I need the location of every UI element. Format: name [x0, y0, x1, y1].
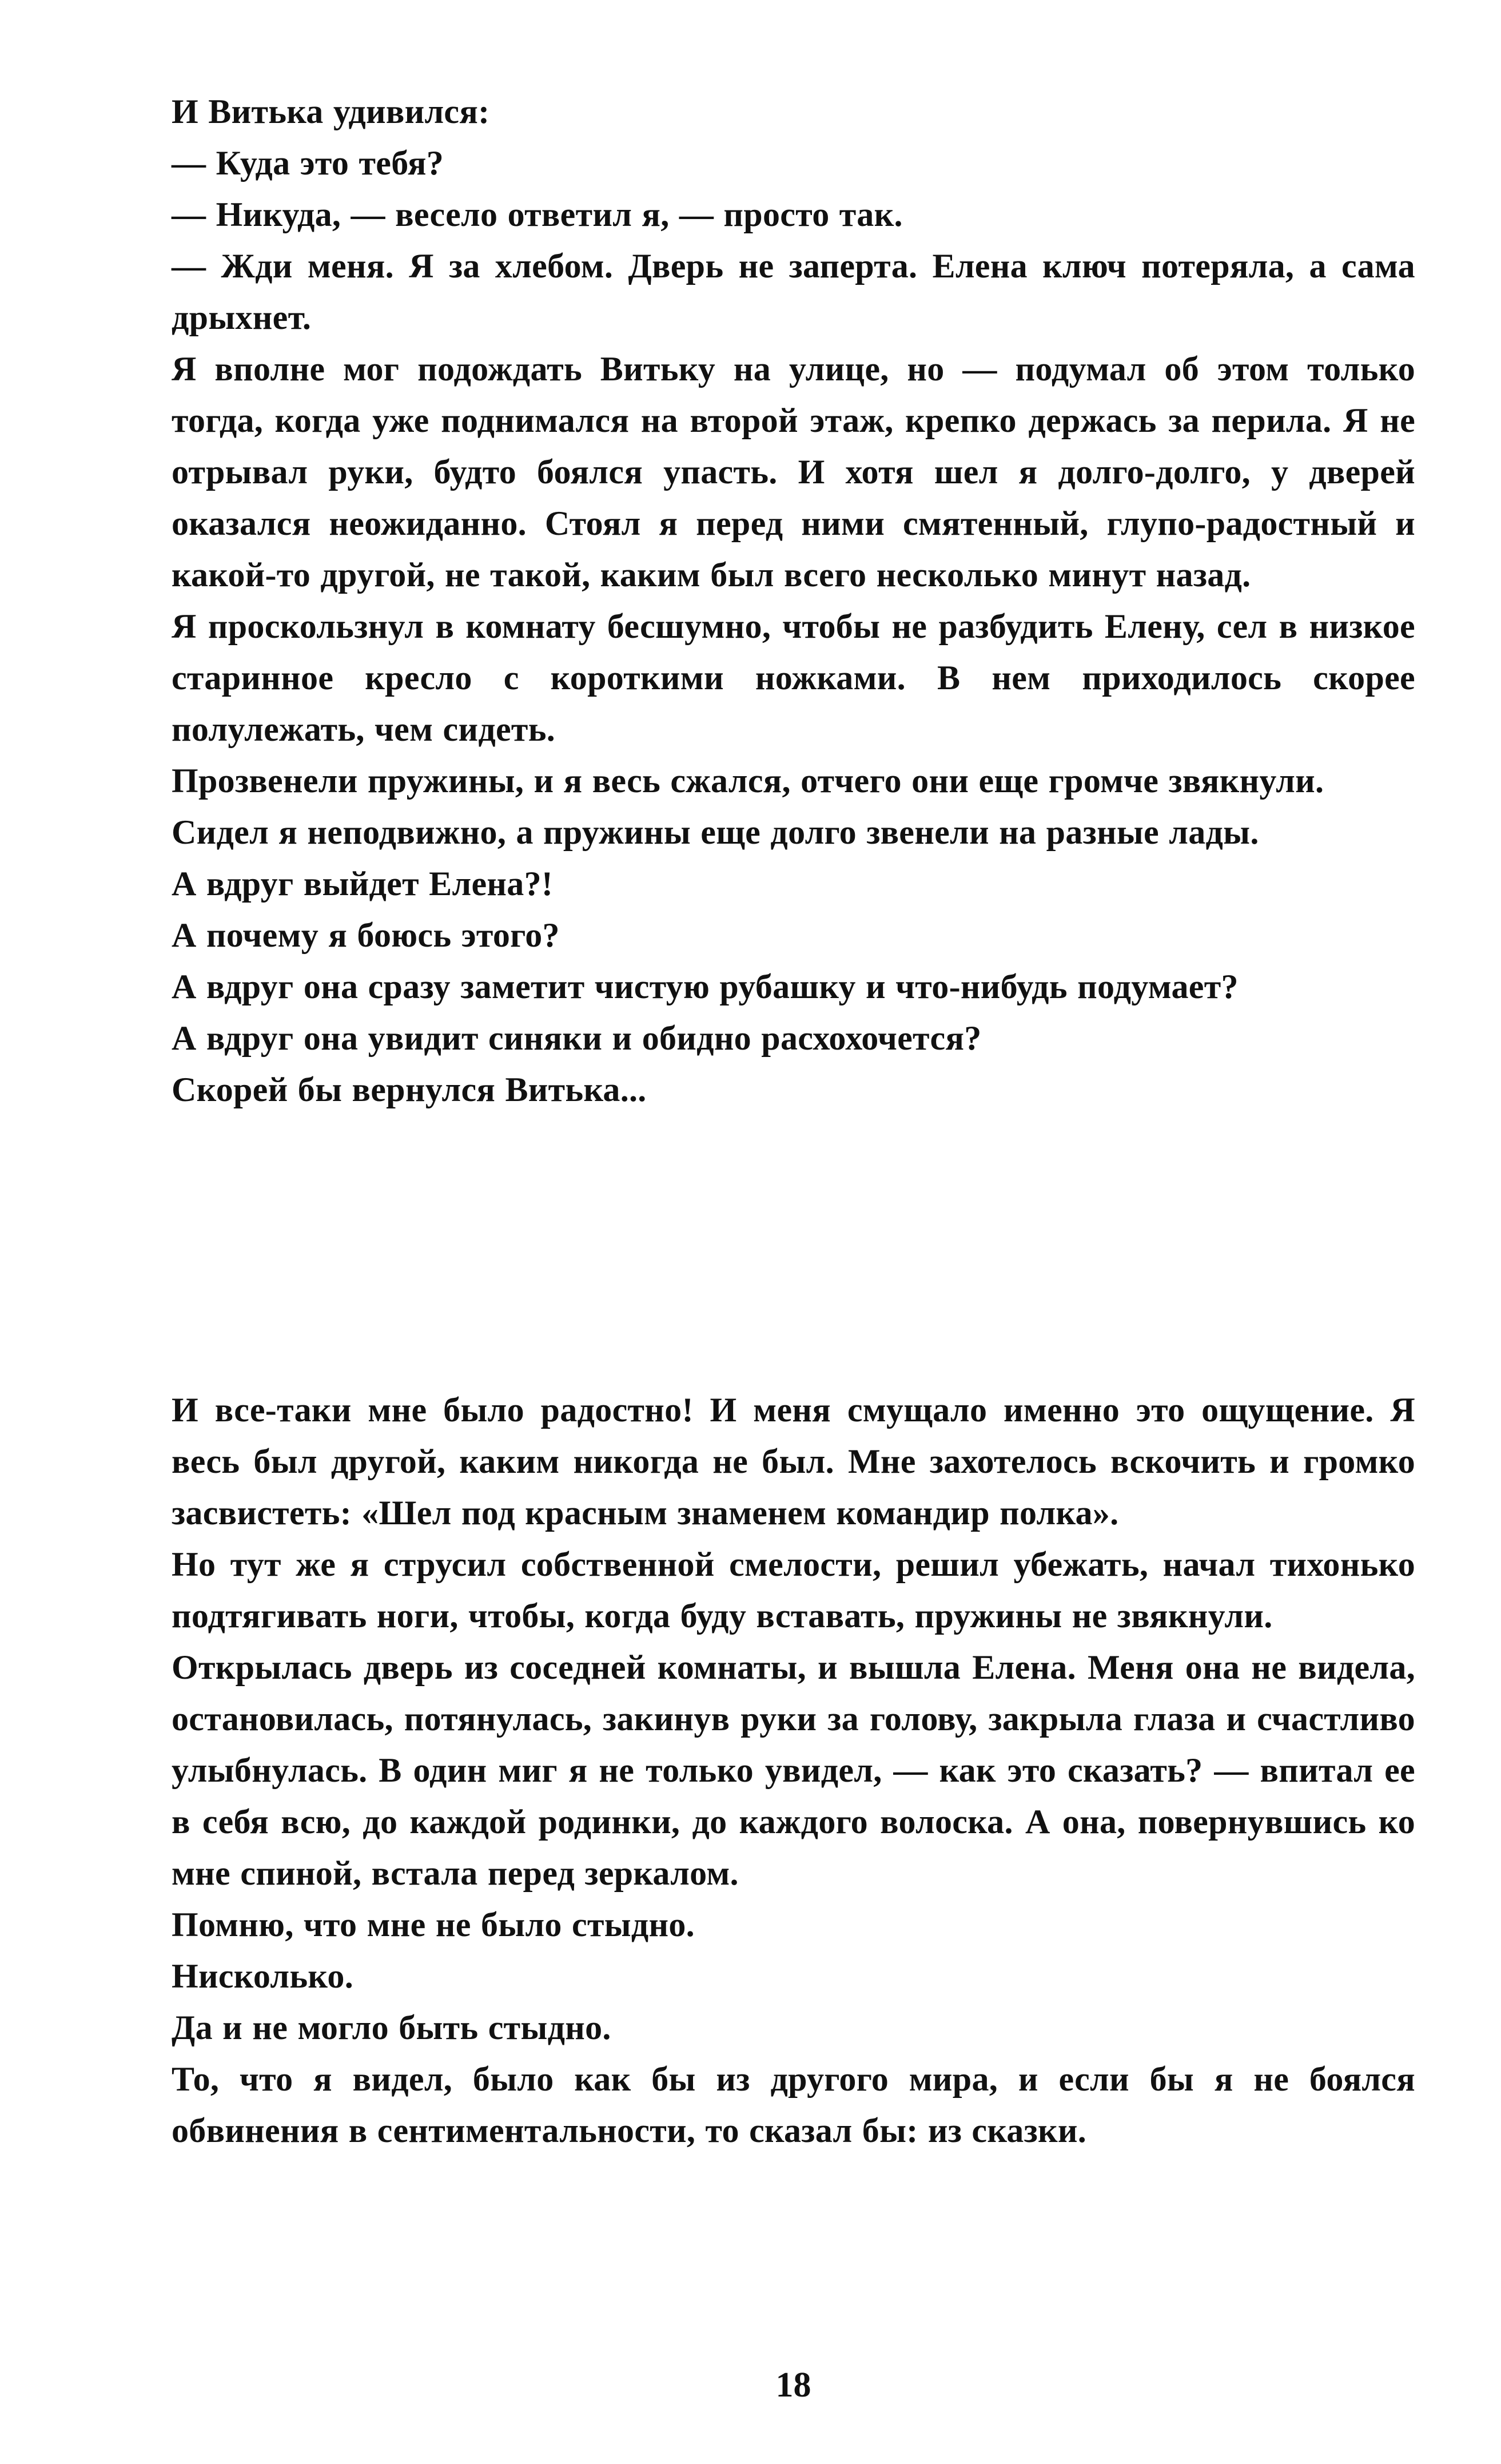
paragraph: Но тут же я струсил собственной смелости, решил убежать, начал тихонько подтягивать ноги, чтобы, когда буду вставать, пружины не звякнули. [172, 1545, 1415, 1635]
paragraph: Я вполне мог подождать Витьку на улице, но — подумал об этом только тогда, когда уже поднимался на второй этаж, крепко держась за перила. Я не отрывал руки, будто боялся упасть. И хотя шел я долго-долго, у дверей оказался неожиданно. Стоял я перед ними смятенный, глупо-радостный и какой-то другой, не такой, каким был всего несколько минут назад. [172, 350, 1415, 594]
paragraph: Прозвенели пружины, и я весь сжался, отчего они еще громче звякнули. [172, 762, 1324, 800]
paragraph: И Витька удивился: [172, 93, 490, 130]
text-section-1 [172, 86, 1415, 1115]
paragraph: — Никуда, — весело ответил я, — просто так. [172, 196, 903, 233]
paragraph: Сидел я неподвижно, а пружины еще долго звенели на разные лады. [172, 813, 1259, 851]
paragraph: Нисколько. [172, 1957, 354, 1995]
paragraph: — Жди меня. Я за хлебом. Дверь не заперта. Елена ключ потеряла, а сама дрыхнет. [172, 247, 1415, 336]
paragraph: А почему я боюсь этого? [172, 916, 560, 954]
paragraph: А вдруг выйдет Елена?! [172, 865, 554, 903]
text-section-2 [172, 1384, 1415, 2156]
paragraph: А вдруг она увидит синяки и обидно расхохочется? [172, 1019, 982, 1057]
paragraph: Скорей бы вернулся Витька... [172, 1071, 647, 1108]
paragraph: Открылась дверь из соседней комнаты, и вышла Елена. Меня она не видела, остановилась, потянулась, закинув руки за голову, закрыла глаза и счастливо улыбнулась. В один миг я не только увидел, — как это сказать? — впитал ее в себя всю, до каждой родинки, до каждого волоска. А она, повернувшись ко мне спиной, встала перед зеркалом. [172, 1648, 1415, 1892]
paragraph: Да и не могло быть стыдно. [172, 2009, 611, 2046]
paragraph: Я проскользнул в комнату бесшумно, чтобы не разбудить Елену, сел в низкое старинное кресло с короткими ножками. В нем приходилось скорее полулежать, чем сидеть. [172, 607, 1415, 748]
page-number: 18 [775, 2366, 811, 2405]
paragraph: Помню, что мне не было стыдно. [172, 1906, 695, 1944]
paragraph: То, что я видел, было как бы из другого мира, и если бы я не боялся обвинения в сентиментальности, то сказал бы: из сказки. [172, 2060, 1415, 2149]
paragraph: А вдруг она сразу заметит чистую рубашку и что-нибудь подумает? [172, 968, 1239, 1006]
paragraph: И все-таки мне было радостно! И меня смущало именно это ощущение. Я весь был другой, каким никогда не был. Мне захотелось вскочить и громко засвистеть: «Шел под красным знаменем командир полка». [172, 1391, 1415, 1532]
paragraph: — Куда это тебя? [172, 144, 444, 182]
